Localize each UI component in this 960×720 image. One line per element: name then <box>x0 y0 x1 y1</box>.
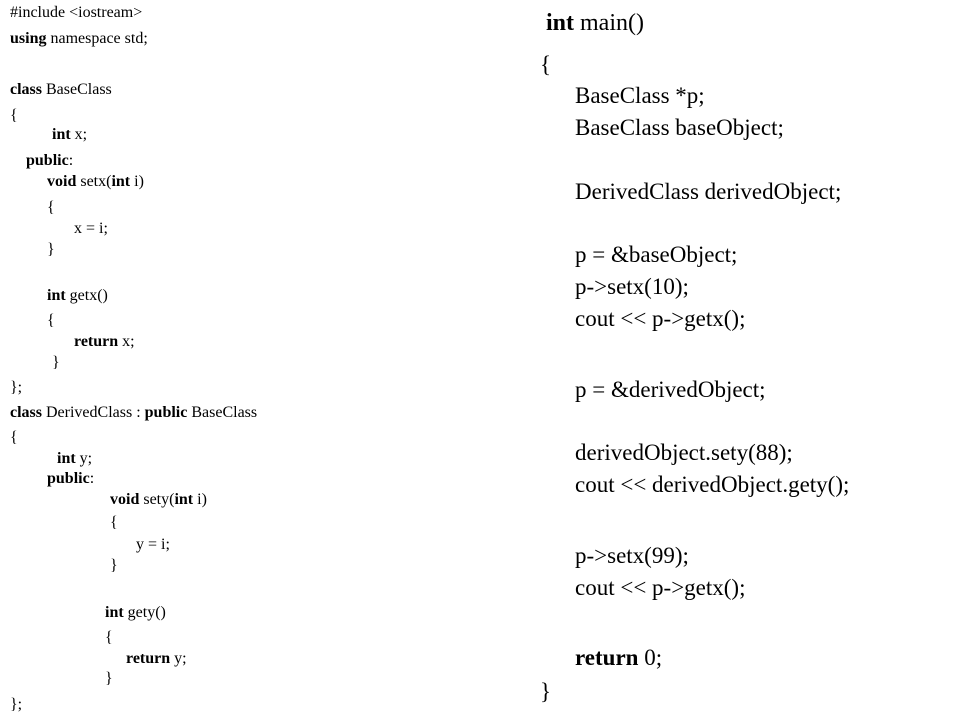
keyword-int: int <box>52 126 71 143</box>
sety-param: i) <box>197 491 207 508</box>
code-line-close-brace: } <box>47 241 55 258</box>
code-line-assign-base: p = &baseObject; <box>575 242 738 267</box>
sety-name: sety( <box>143 491 175 508</box>
code-line-cout-getx-2: cout << p->getx(); <box>575 575 746 600</box>
code-line-close-brace: } <box>105 670 113 687</box>
code-line-open-brace: { <box>110 514 118 531</box>
class-name-derived: DerivedClass : <box>46 404 141 421</box>
code-line-int-x <box>52 127 87 143</box>
code-line-sety-signature <box>110 492 207 508</box>
code-line-include <box>10 5 142 21</box>
code-line-open-brace: { <box>47 312 55 329</box>
setx-param: i) <box>134 173 144 190</box>
code-line-open-brace: { <box>540 52 552 77</box>
include-directive: #include <box>10 4 66 21</box>
code-line-cout-gety: cout << derivedObject.gety(); <box>575 472 850 497</box>
x-decl: x; <box>74 126 88 143</box>
getx-name: getx() <box>69 287 108 304</box>
main-name: main() <box>580 10 644 36</box>
keyword-int: int <box>546 10 575 36</box>
keyword-void: void <box>47 173 77 190</box>
keyword-int: int <box>57 450 76 467</box>
keyword-using: using <box>10 30 47 47</box>
code-line-return-x <box>74 334 135 350</box>
setx-name: setx( <box>80 173 112 190</box>
keyword-int: int <box>47 287 66 304</box>
code-line-assign-derived: p = &derivedObject; <box>575 377 766 402</box>
keyword-public: public <box>144 404 188 421</box>
code-line-class-end: }; <box>10 696 23 713</box>
keyword-class: class <box>10 404 42 421</box>
code-line-class-base <box>10 82 112 98</box>
keyword-int: int <box>111 173 131 190</box>
code-line-open-brace: { <box>10 429 18 446</box>
keyword-public: public <box>47 470 90 487</box>
code-line-class-derived <box>10 405 257 421</box>
class-name-base: BaseClass <box>46 81 112 98</box>
using-rest: namespace std; <box>50 30 148 47</box>
code-line-call-setx-10: p->setx(10); <box>575 274 689 299</box>
code-line-using <box>10 31 148 47</box>
code-line-main-signature <box>546 11 644 35</box>
code-line-gety-signature <box>105 605 166 621</box>
code-line-call-sety-88: derivedObject.sety(88); <box>575 440 793 465</box>
code-line-public <box>26 153 73 169</box>
code-line-close-brace: } <box>52 354 60 371</box>
code-line-getx-signature <box>47 288 108 304</box>
code-line-return <box>575 646 662 669</box>
code-line-open-brace: { <box>47 199 55 216</box>
return-x-value: x; <box>122 333 135 350</box>
code-line-return-y <box>126 651 187 667</box>
keyword-return: return <box>575 645 639 670</box>
code-line-int-y <box>57 451 92 467</box>
code-line-class-end: }; <box>10 379 23 396</box>
code-line-public <box>47 471 94 487</box>
code-line-call-setx-99: p->setx(99); <box>575 543 689 568</box>
code-line-setx-signature <box>47 174 144 190</box>
code-line-close-brace: } <box>540 679 552 704</box>
code-line-open-brace: { <box>10 107 18 124</box>
keyword-return: return <box>74 333 119 350</box>
keyword-return: return <box>126 650 171 667</box>
code-line-open-brace: { <box>105 629 113 646</box>
keyword-int: int <box>174 491 194 508</box>
code-line-decl-base: BaseClass baseObject; <box>575 115 784 140</box>
return-value: 0; <box>644 645 663 670</box>
keyword-int: int <box>105 604 124 621</box>
keyword-public: public <box>26 152 69 169</box>
code-line-setx-body: x = i; <box>74 220 108 237</box>
include-header: <iostream> <box>69 4 143 21</box>
code-line-close-brace: } <box>110 557 118 574</box>
base-class-ref: BaseClass <box>191 404 258 421</box>
public-colon: : <box>68 152 74 169</box>
y-decl: y; <box>79 450 93 467</box>
return-y-value: y; <box>174 650 187 667</box>
code-line-sety-body: y = i; <box>136 536 170 553</box>
public-colon: : <box>89 470 95 487</box>
code-line-cout-getx-1: cout << p->getx(); <box>575 306 746 331</box>
gety-name: gety() <box>127 604 166 621</box>
code-line-decl-pointer: BaseClass *p; <box>575 83 705 108</box>
keyword-class: class <box>10 81 42 98</box>
code-line-decl-derived: DerivedClass derivedObject; <box>575 179 842 204</box>
keyword-void: void <box>110 491 140 508</box>
